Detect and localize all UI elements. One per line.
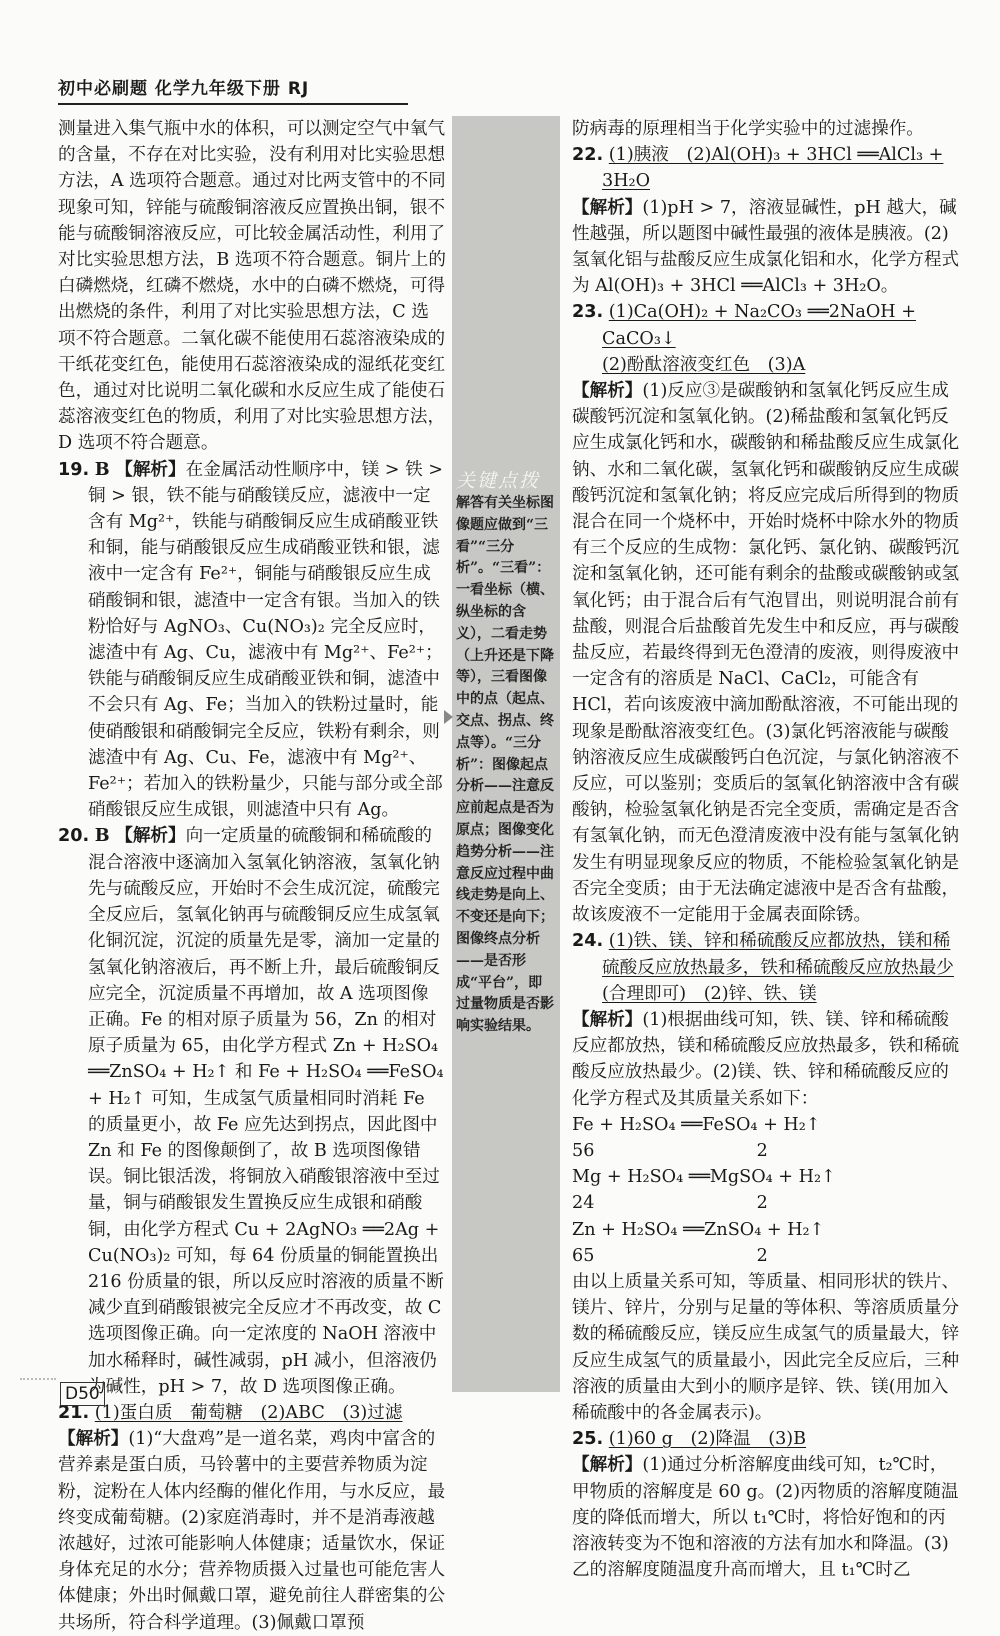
- question-19: 19. B 【解析】在金属活动性顺序中，镁 > 铁 > 铜 > 银，铁不能与硝酸镁反应，滤液中一定含有 Mg²⁺，铁能与硝酸铜反应生成硝酸亚铁和铜，能与硝酸银反应生成硝酸亚铁和银，滤液中一定含有 Fe²⁺，铜能与硝酸银反应生成硝酸铜和银，滤渣中一定含有银。当加入的铁粉恰好与 AgNO₃、Cu(NO₃)₂ 完全反应时，滤渣中有 Ag、Cu，滤液中有 Mg²⁺、Fe²⁺；铁能与硝酸铜反应生成硝酸亚铁和铜，滤渣中不会只有 Ag、Fe；当加入的铁粉过量时，能使硝酸银和硝酸铜完全反应，铁粉有剩余，则滤渣中有 Ag、Cu、Fe，滤液中有 Mg²⁺、Fe²⁺；若加入的铁粉量少，只能与部分或全部硝酸银反应生成银，则滤渣中只有 Ag。: [58, 458, 444, 821]
- right-column: [572, 116, 962, 1583]
- q18-continuation: 测量进入集气瓶中水的体积，可以测定空气中氧气的含量，不存在对比实验，没有利用对比实验思想方法，A 选项符合题意。通过对比两支管中的不同现象可知，锌能与硫酸铜溶液反应置换出铜，银不能与硫酸铜溶液反应，可比较金属活动性，利用了对比实验思想方法，B 选项不符合题意。铜片上的白磷燃烧，红磷不燃烧，水中的白磷不燃烧，可得出燃烧的条件，利用了对比实验思想方法，C 选项不符合题意。二氧化碳不能使用石蕊溶液染成的干纸花变红色，能使用石蕊溶液染成的湿纸花变红色，通过对比说明二氧化碳和水反应生成了能使石蕊溶液变红色的物质，利用了对比实验思想方法，D 选项不符合题意。: [58, 119, 446, 454]
- q21-continuation: 防病毒的原理相当于化学实验中的过滤操作。: [572, 119, 924, 139]
- key-tips-text: 解答有关坐标图像题应做到“三看”“三分析”。“三看”：一看坐标（横、纵坐标的含义），二看走势（上升还是下降等），三看图像中的点（起点、交点、拐点、终点等）。“三分析”：图像起点分析——注意反应前起点是否为原点；图像变化趋势分析——注意反应过程中曲线走势是向上、不变还是向下；图像终点分析——是否形成“平台”，即过量物质是否影响实验结果。: [456, 495, 554, 1035]
- key-tips-title: 关键点拨: [456, 470, 541, 492]
- question-21-analysis: 【解析】(1)“大盘鸡”是一道名菜，鸡肉中富含的营养素是蛋白质，马铃薯中的主要营养物质为淀粉，淀粉在人体内经酶的催化作用，与水反应，最终变成葡萄糖。(2)家庭消毒时，并不是消毒液越浓越好，过浓可能影响人体健康；适量饮水，保证身体充足的水分；营养物质摄入过量也可能危害人体健康；外出时佩戴口罩，避免前往人群密集的公共场所，符合科学道理。(3)佩戴口罩预: [58, 1428, 446, 1633]
- question-25: 25. (1)60 g (2)降温 (3)B: [572, 1429, 807, 1450]
- question-20: 20. B 【解析】向一定质量的硫酸铜和稀硫酸的混合溶液中逐滴加入氢氧化钠溶液，氢氧化钠先与硫酸反应，开始时不会生成沉淀，硫酸完全反应后，氢氧化钠再与硫酸铜反应生成氢氧化铜沉淀，沉淀的质量先是零，滴加一定量的氢氧化钠溶液后，再不断上升，最后硫酸铜反应完全，沉淀质量不再增加，故 A 选项图像正确。Fe 的相对原子质量为 56，Zn 的相对原子质量为 65，由化学方程式 Zn + H₂SO₄ ══ZnSO₄ + H₂↑ 和 Fe + H₂SO₄ ══FeSO₄ + H₂↑ 可知，生成氢气质量相同时消耗 Fe 的质量更小，故 Fe 应先达到拐点，因此图中 Zn 和 Fe 的图像颠倒了，故 B 选项图像错误。铜比银活泼，将铜放入硝酸银溶液中至过量，铜与硝酸银发生置换反应生成银和硝酸铜，由化学方程式 Cu + 2AgNO₃ ══2Ag + Cu(NO₃)₂ 可知，每 64 份质量的铜能置换出 216 份质量的银，所以反应时溶液的质量不断减少直到硝酸银被完全反应才不再改变，故 C 选项图像正确。向一定浓度的 NaOH 溶液中加水稀释时，碱性减弱，pH 减小，但溶液仍为碱性，pH > 7，故 D 选项图像正确。: [58, 825, 444, 1397]
- mass-mg: 24 2: [572, 1193, 768, 1214]
- pointer-arrow-icon: [444, 710, 453, 724]
- question-25-analysis: 【解析】(1)通过分析溶解度曲线可知，t₂℃时，甲物质的溶解度是 60 g。(2)丙物质的溶解度随温度的降低而增大，所以 t₁℃时，将恰好饱和的丙溶液转变为不饱和溶液的方法有加水和降温。(3)乙的溶解度随温度升高而增大，且 t₁℃时乙: [572, 1454, 959, 1581]
- question-24-conclusion: 由以上质量关系可知，等质量、相同形状的铁片、镁片、锌片，分别与足量的等体积、等溶质质量分数的稀硫酸反应，镁反应生成氢气的质量最大，锌反应生成氢气的质量最小，因此完全反应后，三种溶液的质量由大到小的顺序是锌、铁、镁(用加入稀硫酸中的各金属表示)。: [572, 1271, 960, 1423]
- question-22: 22. (1)胰液 (2)Al(OH)₃ + 3HCl ══AlCl₃ + 3H₂O: [572, 145, 944, 192]
- mass-zn: 65 2: [572, 1245, 768, 1266]
- equation-fe: Fe + H₂SO₄ ══FeSO₄ + H₂↑: [572, 1114, 821, 1135]
- page-number: D50: [60, 1382, 105, 1406]
- question-24-analysis: 【解析】(1)根据曲线可知，铁、镁、锌和稀硫酸反应都放热，镁和稀硫酸反应放热最多，铁和稀硫酸反应放热最少。(2)镁、铁、锌和稀硫酸反应的化学方程式及其质量关系如下：: [572, 1008, 960, 1109]
- mass-fe: 56 2: [572, 1140, 768, 1161]
- question-23: 23. (1)Ca(OH)₂ + Na₂CO₃ ══2NaOH + CaCO₃↓ (2)酚酞溶液变红色 (3)A: [572, 302, 916, 375]
- equation-zn: Zn + H₂SO₄ ══ZnSO₄ + H₂↑: [572, 1219, 825, 1240]
- question-22-analysis: 【解析】(1)pH > 7，溶液显碱性，pH 越大，碱性越强，所以题图中碱性最强的液体是胰液。(2)氢氧化铝与盐酸反应生成氯化铝和水，化学方程式为 Al(OH)₃ + 3HCl ══AlCl₃ + 3H₂O。: [572, 196, 960, 297]
- corner-decoration: [20, 1378, 56, 1450]
- left-column: [58, 116, 446, 1636]
- question-21: 21. (1)蛋白质 葡萄糖 (2)ABC (3)过滤: [58, 1402, 403, 1423]
- page-header: 初中必刷题 化学九年级下册 RJ: [58, 74, 408, 105]
- question-24: 24. (1)铁、镁、锌和稀硫酸反应都放热，镁和稀硫酸反应放热最多，铁和稀硫酸反应放热最少(合理即可) (2)锌、铁、镁: [572, 931, 954, 1004]
- question-23-analysis: 【解析】(1)反应③是碳酸钠和氢氧化钙反应生成碳酸钙沉淀和氢氧化钠。(2)稀盐酸和氢氧化钙反应生成氯化钙和水，碳酸钠和稀盐酸反应生成氯化钠、水和二氧化碳，氢氧化钙和碳酸钠反应生成碳酸钙沉淀和氢氧化钠；将反应完成后所得到的物质混合在同一个烧杯中，开始时烧杯中除水外的物质有三个反应的生成物：氯化钙、氯化钠、碳酸钙沉淀和氢氧化钠，还可能有剩余的盐酸或碳酸钠或氢氧化钙；由于混合后有气泡冒出，则说明混合前有盐酸，则混合后盐酸首先发生中和反应，再与碳酸盐反应，若最终得到无色澄清的废液，则得废液中一定含有的溶质是 NaCl、CaCl₂，可能含有 HCl，若向该废液中滴加酚酞溶液，不可能出现的现象是酚酞溶液变红色。(3)氯化钙溶液能与碳酸钠溶液反应生成碳酸钙白色沉淀，与氯化钠溶液不反应，可以鉴别；变质后的氢氧化钠溶液中含有碳酸钠，检验氢氧化钠是否完全变质，需确定是否含有氢氧化钠，而无色澄清废液中没有能与氢氧化钠发生有明显现象反应的物质，不能检验氢氧化钠是否完全变质；由于无法确定滤液中是否含有盐酸，故该废液不一定能用于金属表面除锈。: [572, 380, 960, 926]
- equation-mg: Mg + H₂SO₄ ══MgSO₄ + H₂↑: [572, 1167, 836, 1188]
